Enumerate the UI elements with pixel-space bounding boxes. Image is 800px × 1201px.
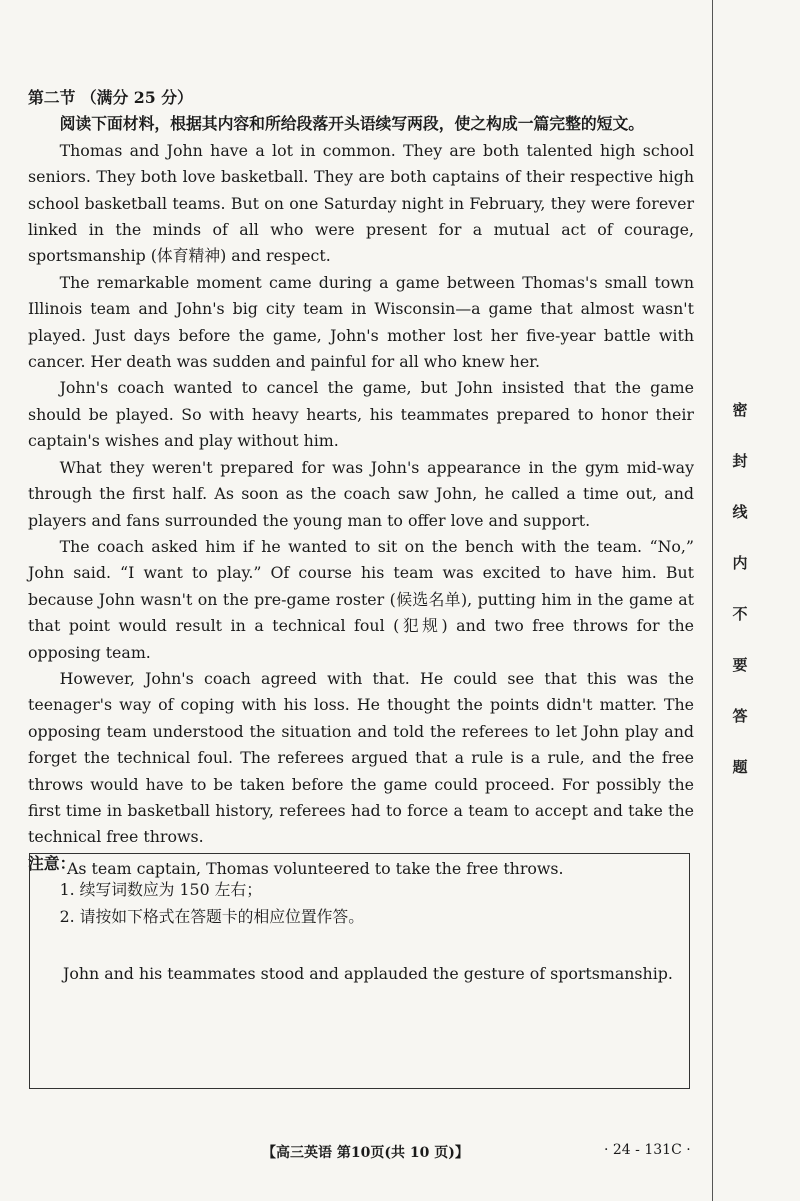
- answer-paragraph2-opening: John and his teammates stood and applauded the gesture of sportsmanship.: [63, 964, 673, 983]
- passage-paragraph: The coach asked him if he wanted to sit on the bench with the team. “No,” John said. “I want to play.” Of course his team was excited to have him. But because John wasn't on the pre-game roster (候选名单), putting him in the game at that point would result in a technical foul (犯规) and two free throws for the opposing team.: [28, 536, 694, 662]
- footer-page-label: 【高三英语 第10页(共 10 页)】: [262, 1145, 469, 1161]
- seal-char: 题: [732, 758, 748, 776]
- main-content: [28, 85, 694, 930]
- note-item: 2. 请按如下格式在答题卡的相应位置作答。: [59, 906, 365, 926]
- seal-margin-line: [712, 0, 713, 1201]
- notes-heading: 注意：: [28, 853, 76, 873]
- seal-char: 线: [732, 503, 748, 521]
- seal-line-notice: [728, 400, 752, 808]
- answer-box: [29, 853, 690, 1089]
- seal-char: 内: [732, 554, 748, 572]
- passage-paragraph: The remarkable moment came during a game between Thomas's small town Illinois team and John's big city team in Wisconsin—a game that almost wasn't played. Just days before the game, John's mother lost her five-year battle with cancer. Her death was sudden and painful for all who knew her.: [28, 272, 694, 372]
- passage-paragraph: However, John's coach agreed with that. He could see that this was the teenager's way of coping with his loss. He thought the points didn't matter. The opposing team understood the situation and told the referees to let John play and forget the technical foul. The referees argued that a rule is a rule, and the free throws would have to be taken before the game could proceed. For possibly the first time in basketball history, referees had to force a team to accept and take the technical free throws.: [28, 668, 694, 847]
- seal-char: 封: [732, 452, 748, 470]
- answer-paragraph1-opening: As team captain, Thomas volunteered to take the free throws.: [67, 859, 564, 878]
- section-title: 第二节 （满分 25 分）: [28, 88, 193, 107]
- note-item: 1. 续写词数应为 150 左右；: [59, 880, 263, 900]
- seal-char: 密: [732, 401, 748, 419]
- seal-char: 要: [732, 656, 748, 674]
- footer-code: · 24 - 131C ·: [604, 1142, 691, 1158]
- reading-passage: [28, 138, 694, 851]
- passage-paragraph: What they weren't prepared for was John's appearance in the gym mid-way through the first half. As soon as the coach saw John, he called a time out, and players and fans surrounded the young man to offer love and support.: [28, 457, 694, 530]
- passage-paragraph: John's coach wanted to cancel the game, but John insisted that the game should be played. So with heavy hearts, his teammates prepared to honor their captain's wishes and play without him.: [28, 378, 694, 451]
- seal-char: 答: [732, 707, 748, 725]
- section-instruction: 阅读下面材料，根据其内容和所给段落开头语续写两段，使之构成一篇完整的短文。: [59, 114, 645, 134]
- passage-paragraph: Thomas and John have a lot in common. They are both talented high school seniors. They both love basketball. They are both captains of their respective high school basketball teams. But on one Saturday night in February, they were forever linked in the minds of all who were present for a mutual act of courage, sportsmanship (体育精神) and respect.: [28, 140, 694, 266]
- seal-char: 不: [732, 605, 748, 623]
